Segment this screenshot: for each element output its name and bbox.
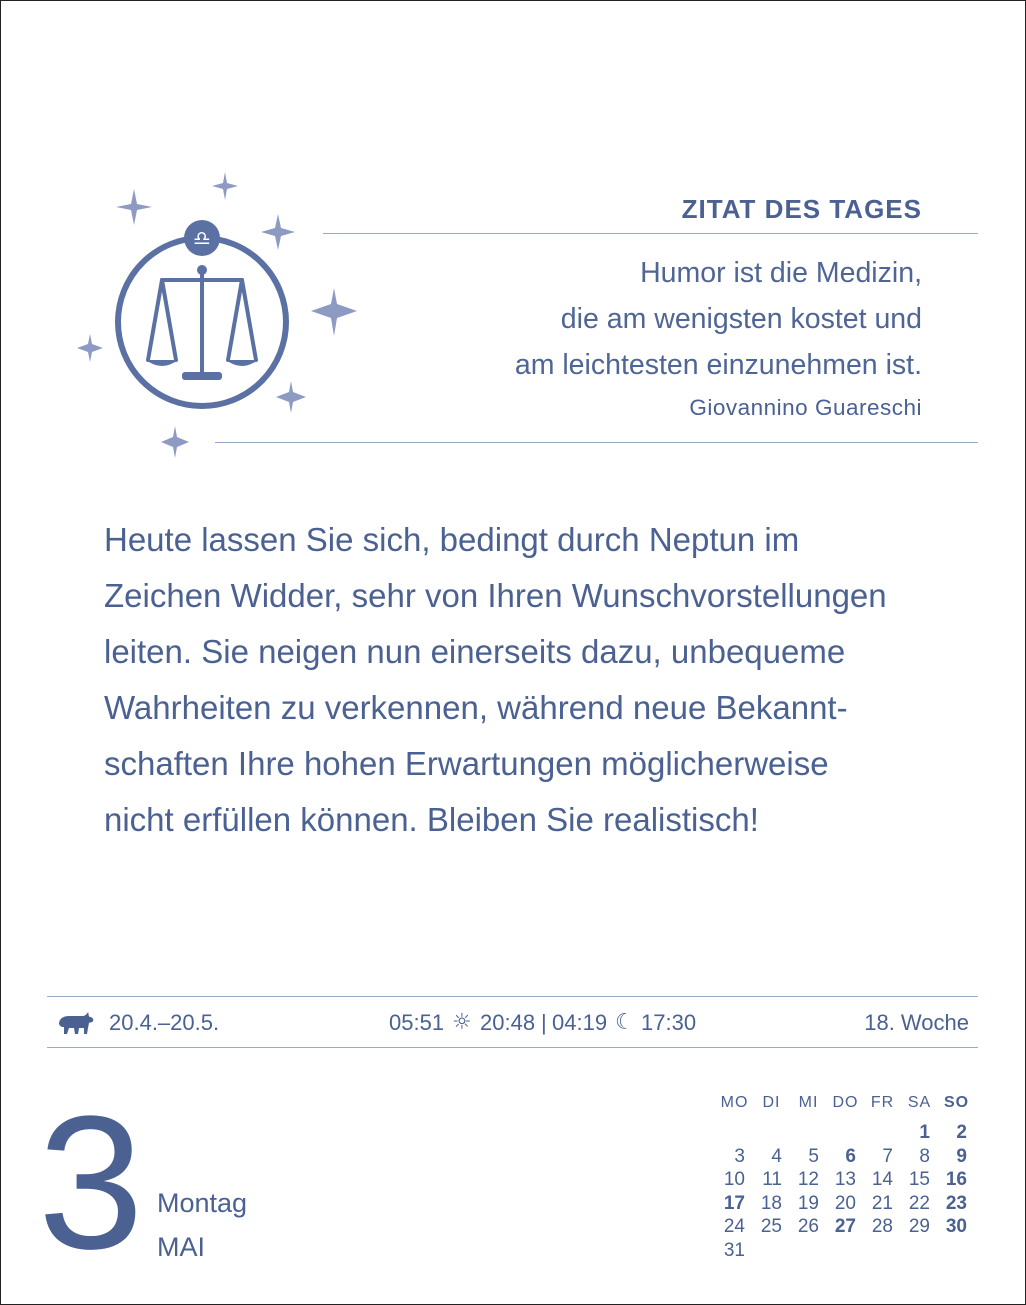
info-top-rule [47,996,978,997]
calendar-weekday-header: DI [762,1094,781,1111]
moonrise-time: 04:19 [552,1010,608,1035]
week-number: 18. Woche [864,1010,969,1035]
calendar-day: 12 [797,1169,819,1190]
horoscope-line: leiten. Sie neigen nun einerseits dazu, unbequeme [104,633,846,670]
moonset-time: 17:30 [641,1010,697,1035]
calendar-day: 28 [871,1216,893,1237]
calendar-day: 4 [771,1145,782,1167]
quote-top-rule [323,233,978,234]
weekday-label: Montag [157,1188,248,1218]
separator: | [541,1010,547,1035]
calendar-day: 31 [723,1239,745,1261]
sunrise-time: 05:51 [389,1010,445,1035]
star-icon [261,214,295,250]
calendar-day: 24 [723,1216,745,1237]
horoscope-line: Wahrheiten zu verkennen, während neue Bekannt- [104,689,848,726]
calendar-day: 22 [908,1192,930,1214]
calendar-day: 8 [919,1145,930,1167]
star-icon [161,426,189,458]
calendar-weekday-header: SA [907,1094,932,1111]
calendar-weekday-header: SO [943,1094,970,1111]
calendar-day: 17 [723,1192,745,1214]
sunset-time: 20:48 [480,1010,536,1035]
calendar-day: 26 [797,1216,819,1237]
calendar-day: 15 [908,1169,930,1190]
quote-author: Giovannino Guareschi [689,395,922,420]
calendar-weekday-header: MI [798,1094,819,1111]
info-bar [47,1004,978,1044]
star-icon [276,381,306,413]
calendar-day: 18 [760,1192,782,1214]
horoscope-line: Zeichen Widder, sehr von Ihren Wunschvorstellungen [104,577,887,614]
calendar-day: 21 [871,1192,893,1214]
horoscope-text [104,512,964,848]
quote-line: die am wenigsten kostet und [560,303,922,335]
quote-line: Humor ist die Medizin, [640,257,922,289]
month-label: MAI [157,1232,206,1262]
calendar-day: 23 [945,1192,967,1214]
star-icon [77,334,103,362]
quote-line: am leichtesten einzunehmen ist. [514,349,922,381]
star-icon [311,288,357,336]
horoscope-line: schaften Ihre hohen Erwartungen möglicherweise [104,745,829,782]
calendar-day: 10 [723,1169,745,1190]
libra-emblem-icon [70,170,370,470]
calendar-weekday-header: DO [832,1094,859,1111]
calendar-day: 13 [834,1169,856,1190]
info-bottom-rule [47,1047,978,1048]
calendar-day: 14 [871,1169,893,1190]
svg-text:♎: ♎ [193,226,211,250]
quote-text [362,250,922,388]
calendar-day: 29 [908,1216,930,1237]
taurus-bull-icon [57,1010,95,1036]
calendar-day: 11 [762,1169,782,1190]
sun-icon: ☼ [452,1010,472,1035]
quote-heading: ZITAT DES TAGES [681,194,922,224]
calendar-day: 20 [834,1192,856,1214]
quote-bottom-rule [215,442,978,443]
calendar-day: 3 [734,1145,745,1167]
horoscope-line: nicht erfüllen können. Bleiben Sie realistisch! [104,801,759,838]
star-icon [212,172,238,200]
calendar-day: 19 [797,1192,819,1214]
day-number: 3 [38,1077,144,1289]
calendar-day: 1 [919,1122,930,1143]
calendar-day: 16 [945,1169,967,1190]
calendar-day: 30 [945,1216,967,1237]
sign-date-range: 20.4.–20.5. [109,1010,220,1035]
calendar-day: 25 [760,1216,782,1237]
calendar-day: 9 [956,1145,967,1167]
calendar-day: 2 [956,1122,967,1143]
calendar-weekday-header: MO [720,1094,749,1111]
calendar-day: 27 [834,1216,856,1237]
calendar-day: 6 [845,1145,856,1167]
moon-icon: ☾ [615,1010,635,1035]
horoscope-line: Heute lassen Sie sich, bedingt durch Neptun im [104,521,800,558]
star-icon [116,189,152,225]
calendar-day: 7 [882,1145,893,1167]
calendar-day: 5 [808,1145,819,1167]
calendar-weekday-header: FR [870,1094,895,1111]
